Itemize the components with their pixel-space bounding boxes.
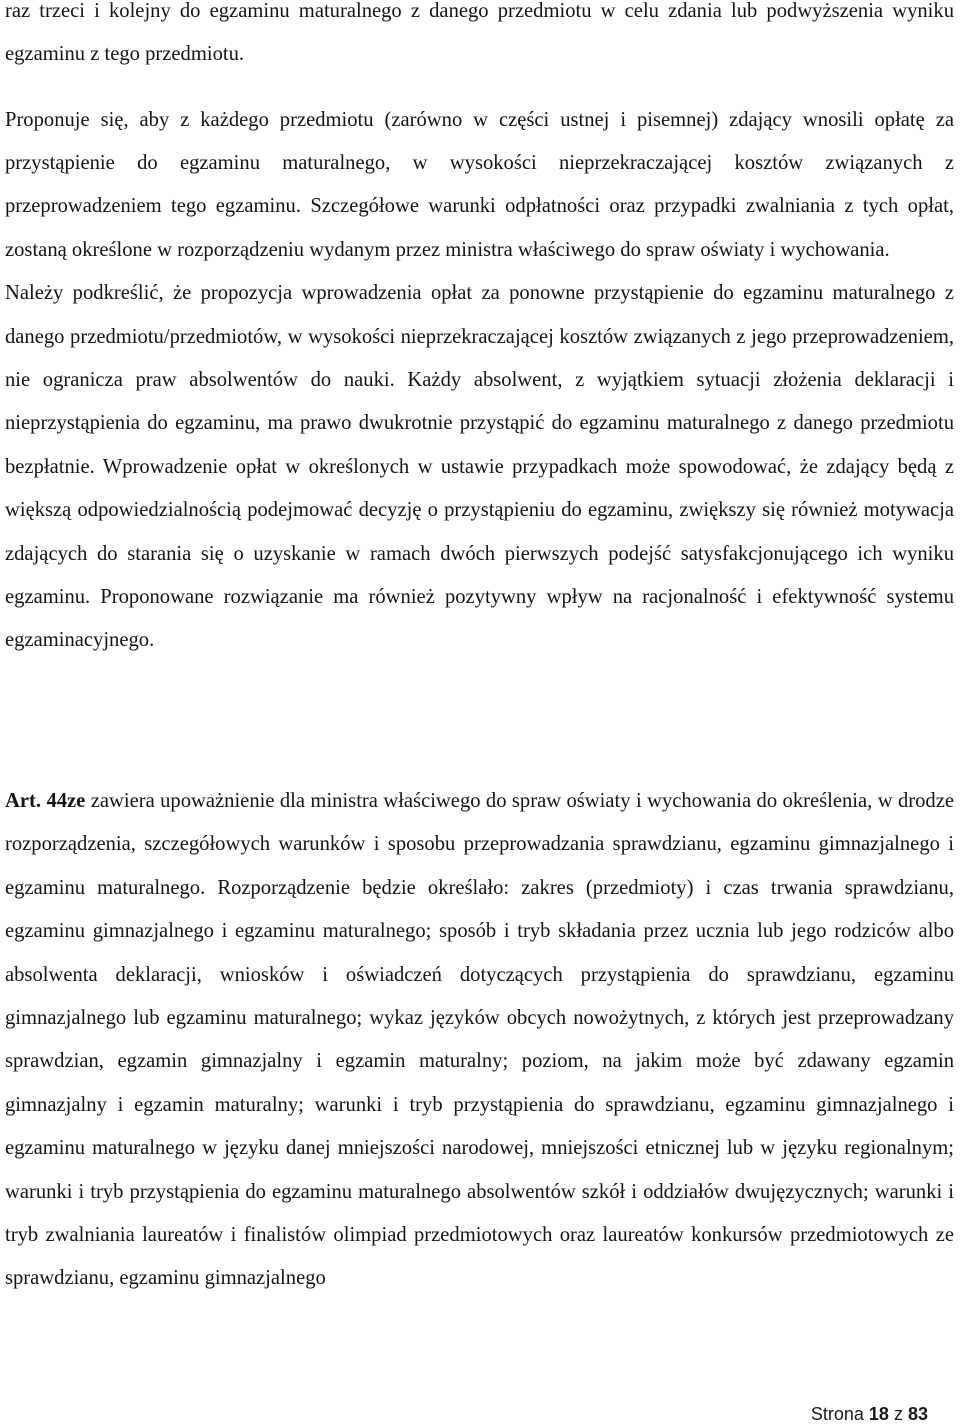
paragraph-continuation: raz trzeci i kolejny do egzaminu maturalnego z danego przedmiotu w celu zdania lub podwyższenia wyniku egzaminu z tego przedmiotu. [5,0,954,66]
page-number-footer [811,1402,928,1426]
text-block-article [5,780,954,1301]
article-number: 44ze [46,790,86,812]
text-block-fees [5,0,954,663]
article-text: zawiera upoważnienie dla ministra właściwego do spraw oświaty i wychowania do określenia, w drodze rozporządzenia, szczegółowych warunków i sposobu przeprowadzania sprawdzianu, egzaminu gimnazjalnego i egzaminu maturalnego. Rozporządzenie będzie określało: zakres (przedmioty) i czas trwania sprawdzianu, egzaminu gimnazjalnego i egzaminu maturalnego; sposób i tryb składania przez ucznia lub jego rodziców albo absolwenta deklaracji, wniosków i oświadczeń dotyczących przystąpienia do sprawdzianu, egzaminu gimnazjalnego lub egzaminu maturalnego; wykaz języków obcych nowożytnych, z których jest przeprowadzany sprawdzian, egzamin gimnazjalny i egzamin maturalny; poziom, na jakim może być zdawany egzamin gimnazjalny i egzamin maturalny; warunki i tryb przystąpienia do sprawdzianu, egzaminu gimnazjalnego i egzaminu maturalnego w języku danej mniejszości narodowej, mniejszości etnicznej lub w języku regionalnym; warunki i tryb przystąpienia do egzaminu maturalnego absolwentów szkół i oddziałów dwujęzycznych; warunki i tryb zwalniania laureatów i finalistów olimpiad przedmiotowych oraz laureatów konkursów przedmiotowych ze sprawdzianu, egzaminu gimnazjalnego [5,790,954,1290]
footer-separator: z [893,1404,903,1424]
paragraph-emphasis: Należy podkreślić, że propozycja wprowadzenia opłat za ponowne przystąpienie do egzaminu maturalnego z danego przedmiotu/przedmiotów, w wysokości nieprzekraczającej kosztów związanych z jego przeprowadzeniem, nie ogranicza praw absolwentów do nauki. Każdy absolwent, z wyjątkiem sytuacji złożenia deklaracji i nieprzystąpienia do egzaminu, ma prawo dwukrotnie przystąpić do egzaminu maturalnego z danego przedmiotu bezpłatnie. Wprowadzenie opłat w określonych w ustawie przypadkach może spowodować, że zdający będą z większą odpowiedzialnością podejmować decyzję o przystąpieniu do egzaminu, zwiększy się również motywacja zdających do starania się o uzyskanie w ramach dwóch pierwszych podejść satysfakcjonującego ich wyniku egzaminu. Proponowane rozwiązanie ma również pozytywny wpływ na racjonalność i efektywność systemu egzaminacyjnego. [5,282,954,652]
footer-prefix: Strona [810,1404,864,1424]
article-label: Art. [5,790,42,812]
footer-total-pages: 83 [907,1404,928,1424]
paragraph-article-44ze [5,780,954,1301]
footer-current-page: 18 [868,1404,889,1424]
paragraph-fees-proposal: Proponuje się, aby z każdego przedmiotu (zarówno w części ustnej i pisemnej) zdający wnosili opłatę za przystąpienie do egzaminu maturalnego, w wysokości nieprzekraczającej kosztów związanych z przeprowadzeniem tego egzaminu. Szczegółowe warunki odpłatności oraz przypadki zwalniania z tych opłat, zostaną określone w rozporządzeniu wydanym przez ministra właściwego do spraw oświaty i wychowania. [5,108,954,261]
